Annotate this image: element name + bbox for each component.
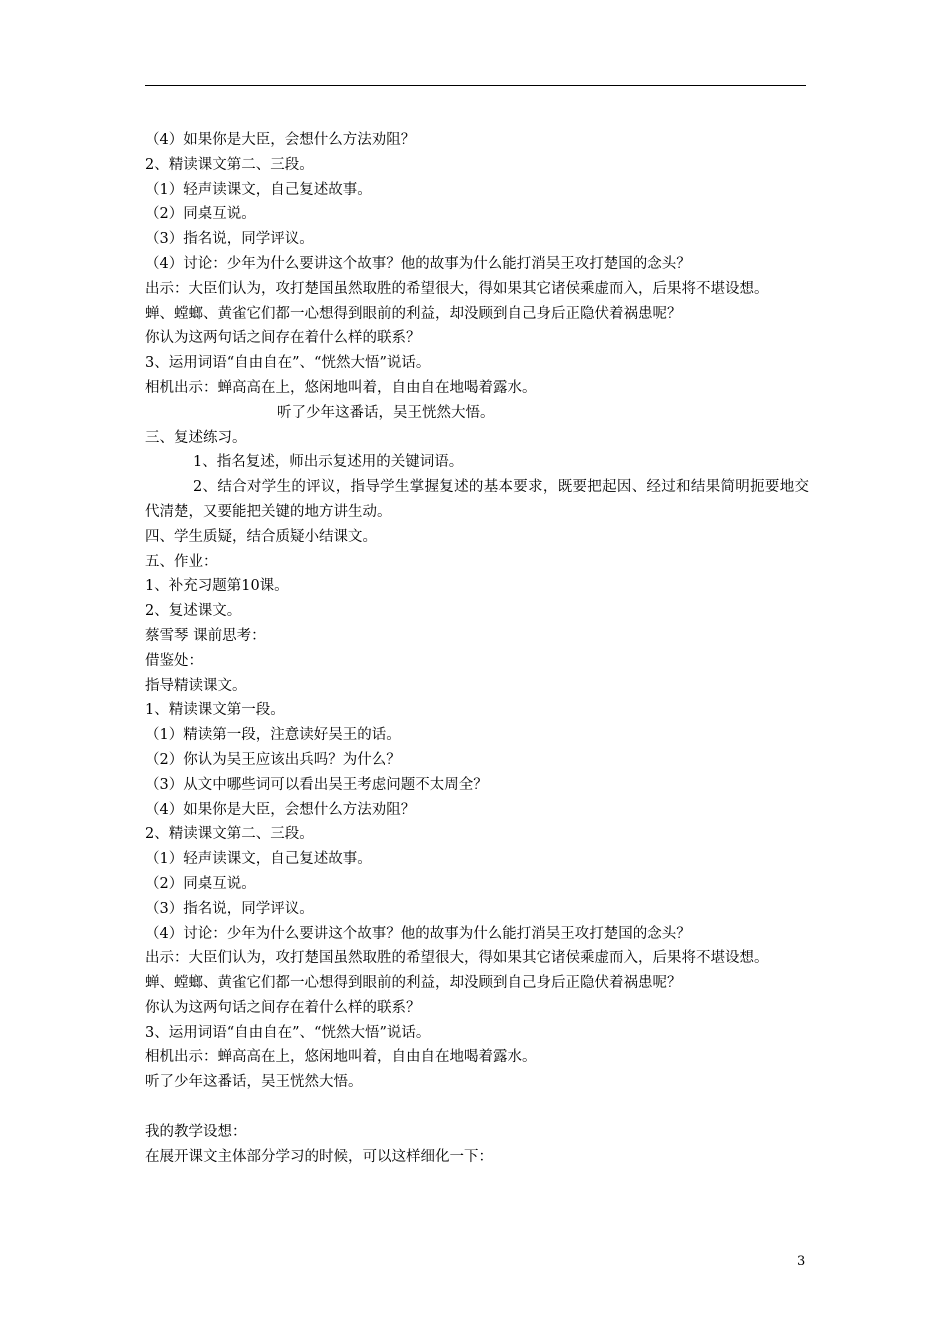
- text-line: 3、运用词语“自由自在”、“恍然大悟”说话。: [145, 355, 431, 372]
- text-line: 指导精读课文。: [145, 677, 247, 694]
- text-line: 我的教学设想：: [145, 1123, 247, 1140]
- text-line: 蔡雪琴 课前思考：: [145, 627, 266, 644]
- text-line: 你认为这两句话之间存在着什么样的联系？: [145, 999, 421, 1016]
- text-line: 蝉、螳螂、黄雀它们都一心想得到眼前的利益，却没顾到自己身后正隐伏着祸患呢？: [145, 975, 682, 992]
- text-line: （4）讨论：少年为什么要讲这个故事？他的故事为什么能打消吴王攻打楚国的念头？: [145, 255, 691, 272]
- text-line: 1、指名复述，师出示复述用的关键词语。: [193, 454, 464, 471]
- section-heading: 四、学生质疑，结合质疑小结课文。: [145, 528, 377, 545]
- text-line: （1）轻声读课文，自己复述故事。: [145, 181, 372, 198]
- text-span: 2、结合对学生的评议，指导学生掌握复述的基本要求，既要把起因、经过和结果简明扼要地交代清楚，又要能把关键的地方讲生动。: [145, 479, 809, 520]
- section-heading: 三、复述练习。: [145, 429, 247, 446]
- text-line: 2、精读课文第二、三段。: [145, 156, 314, 173]
- text-line: 蝉、螳螂、黄雀它们都一心想得到眼前的利益，却没顾到自己身后正隐伏着祸患呢？: [145, 305, 682, 322]
- text-line: 相机出示：蝉高高在上，悠闲地叫着，自由自在地喝着露水。: [145, 1049, 537, 1066]
- text-line: 听了少年这番话，吴王恍然大悟。: [145, 1074, 363, 1091]
- text-line: （3）指名说，同学评议。: [145, 900, 314, 917]
- text-line: 听了少年这番话，吴王恍然大悟。: [277, 404, 495, 421]
- text-line: （2）同桌互说。: [145, 875, 256, 892]
- text-line: 3、运用词语“自由自在”、“恍然大悟”说话。: [145, 1024, 431, 1041]
- text-line: 在展开课文主体部分学习的时候，可以这样细化一下：: [145, 1148, 493, 1165]
- blank-line: [145, 1095, 809, 1120]
- text-line: （4）讨论：少年为什么要讲这个故事？他的故事为什么能打消吴王攻打楚国的念头？: [145, 925, 691, 942]
- text-paragraph: 出示：大臣们认为，攻打楚国虽然取胜的希望很大，得如果其它诸侯乘虚而入，后果将不堪设想。: [145, 950, 769, 967]
- text-line: 1、补充习题第10课。: [145, 578, 289, 595]
- text-line: （3）从文中哪些词可以看出吴王考虑问题不太周全？: [145, 776, 488, 793]
- text-line: （1）轻声读课文，自己复述故事。: [145, 851, 372, 868]
- text-paragraph: [145, 475, 809, 525]
- text-line: 相机出示：蝉高高在上，悠闲地叫着，自由自在地喝着露水。: [145, 379, 537, 396]
- text-line: （4）如果你是大臣，会想什么方法劝阻？: [145, 801, 416, 818]
- text-paragraph: 出示：大臣们认为，攻打楚国虽然取胜的希望很大，得如果其它诸侯乘虚而入，后果将不堪设想。: [145, 280, 769, 297]
- section-heading: 五、作业：: [145, 553, 218, 570]
- text-line: 借鉴处：: [145, 652, 203, 669]
- document-body: [145, 128, 809, 1169]
- text-line: 你认为这两句话之间存在着什么样的联系？: [145, 330, 421, 347]
- text-line: （2）同桌互说。: [145, 206, 256, 223]
- page-number: 3: [797, 1254, 806, 1269]
- text-line: （4）如果你是大臣，会想什么方法劝阻？: [145, 132, 416, 148]
- text-line: 2、精读课文第二、三段。: [145, 826, 314, 843]
- header-rule: [145, 85, 806, 86]
- text-line: （1）精读第一段，注意读好吴王的话。: [145, 727, 401, 744]
- text-line: 1、精读课文第一段。: [145, 702, 285, 719]
- text-line: （3）指名说，同学评议。: [145, 231, 314, 248]
- text-line: （2）你认为吴王应该出兵吗？为什么？: [145, 751, 401, 768]
- text-line: 2、复述课文。: [145, 603, 242, 620]
